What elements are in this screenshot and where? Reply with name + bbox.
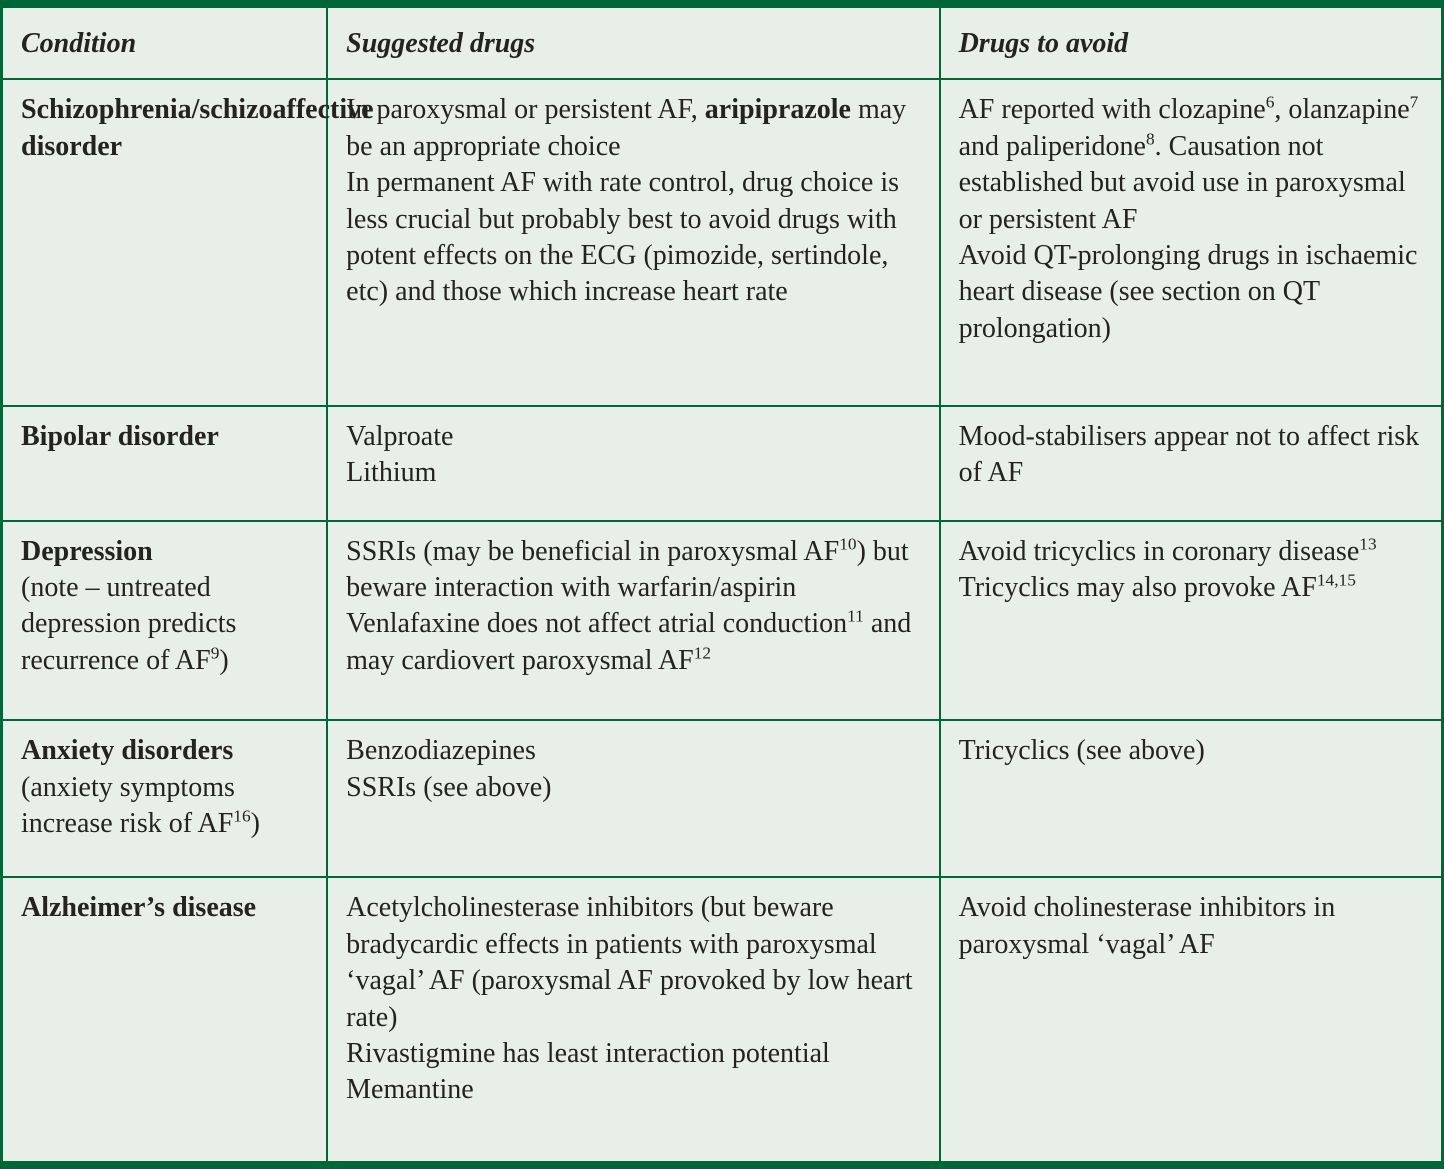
- cell-paragraph: [959, 534, 1421, 570]
- text-segment: Avoid QT-prolonging drugs in ischaemic heart disease (see section on QT prolongation): [958, 239, 1418, 344]
- text-segment: Anxiety disorders: [21, 735, 234, 767]
- text-segment: Avoid tricyclics in coronary disease: [958, 535, 1360, 567]
- table-row: [2, 406, 1443, 521]
- cell-paragraph: [21, 733, 306, 769]
- text-segment: In permanent AF with rate control, drug choice is less crucial but probably best to avoid drugs with potent effects on the ECG (pimozide, sertindole, etc) and those which increase heart rate: [346, 167, 900, 308]
- text-segment: and may cardiovert paroxysmal AF: [346, 608, 912, 676]
- text-segment: Mood-stabilisers appear not to affect risk of AF: [958, 420, 1420, 489]
- cell-paragraph: [346, 165, 918, 311]
- cell-paragraph: [346, 770, 918, 806]
- suggested-drugs-cell: [327, 406, 939, 521]
- text-segment: , olanzapine: [1274, 94, 1410, 126]
- cell-paragraph: [21, 570, 306, 679]
- text-segment: Acetylcholinesterase inhibitors (but beware bradycardic effects in patients with paroxysmal ‘vagal’ AF (paroxysmal AF provoked by low heart rate): [346, 892, 913, 1033]
- cell-paragraph: [959, 570, 1421, 606]
- drugs-to-avoid-cell: [940, 406, 1443, 521]
- text-segment: Lithium: [346, 457, 437, 489]
- cell-paragraph: [21, 419, 306, 455]
- table-row: [2, 521, 1443, 720]
- table-row: [2, 720, 1443, 877]
- text-segment: . Causation not established but avoid use in paroxysmal or persistent AF: [958, 130, 1406, 235]
- cell-paragraph: [346, 890, 918, 1036]
- drugs-to-avoid-cell: [940, 877, 1443, 1165]
- cell-paragraph: [346, 1036, 918, 1072]
- drugs-to-avoid-cell: [940, 521, 1443, 720]
- text-segment: Tricyclics (see above): [958, 735, 1205, 767]
- cell-paragraph: [21, 890, 306, 926]
- text-segment: Schizophrenia/schizoaffective disorder: [21, 94, 374, 162]
- reference-superscript: 11: [847, 607, 864, 627]
- text-segment: Bipolar disorder: [21, 420, 219, 452]
- cell-paragraph: [21, 534, 306, 570]
- reference-superscript: 6: [1265, 93, 1275, 113]
- text-segment: Tricyclics may also provoke AF: [958, 572, 1317, 604]
- text-segment: Benzodiazepines: [346, 735, 536, 767]
- suggested-drugs-cell: [327, 79, 939, 405]
- text-segment: Avoid cholinesterase inhibitors in paroxysmal ‘vagal’ AF: [958, 892, 1336, 960]
- drugs-to-avoid-cell: [940, 79, 1443, 405]
- text-segment: may be an appropriate choice: [346, 94, 907, 162]
- cell-paragraph: [959, 238, 1421, 347]
- cell-paragraph: [346, 733, 918, 769]
- reference-superscript: 8: [1145, 129, 1155, 149]
- reference-superscript: 10: [839, 534, 857, 554]
- cell-paragraph: [959, 733, 1421, 769]
- reference-superscript: 14,15: [1316, 570, 1356, 590]
- text-segment: aripiprazole: [704, 94, 851, 126]
- text-segment: Venlafaxine does not affect atrial conduction: [346, 608, 848, 640]
- text-segment: ) but beware interaction with warfarin/aspirin: [346, 535, 909, 604]
- cell-paragraph: [959, 419, 1421, 492]
- cell-paragraph: [346, 92, 918, 165]
- suggested-drugs-cell: [327, 720, 939, 877]
- reference-superscript: 13: [1359, 534, 1377, 554]
- cell-paragraph: [346, 1072, 918, 1108]
- cell-paragraph: [346, 606, 918, 679]
- drugs-to-avoid-cell: [940, 720, 1443, 877]
- condition-cell: [2, 720, 328, 877]
- cell-paragraph: [21, 92, 374, 165]
- condition-cell: [2, 79, 374, 405]
- suggested-drugs-cell: [327, 521, 939, 720]
- text-segment: (anxiety symptoms increase risk of AF: [21, 771, 235, 839]
- text-segment: Rivastigmine has least interaction potential: [346, 1037, 830, 1069]
- cell-paragraph: [21, 770, 306, 843]
- text-segment: Memantine: [346, 1074, 474, 1106]
- header-drugs-to-avoid: Drugs to avoid: [940, 4, 1443, 79]
- table-row: [2, 79, 1443, 405]
- reference-superscript: 16: [233, 806, 251, 826]
- reference-superscript: 9: [210, 643, 220, 663]
- text-segment: Alzheimer’s disease: [21, 892, 257, 924]
- cell-paragraph: [959, 890, 1421, 963]
- cell-paragraph: [346, 534, 918, 607]
- text-segment: SSRIs (see above): [346, 771, 552, 803]
- header-suggested-drugs: Suggested drugs: [327, 4, 939, 79]
- cell-paragraph: [346, 455, 918, 491]
- reference-superscript: 12: [693, 643, 712, 663]
- text-segment: AF reported with clozapine: [958, 94, 1266, 126]
- cell-paragraph: [346, 419, 918, 455]
- condition-cell: [2, 877, 328, 1165]
- table-row: [2, 877, 1443, 1165]
- text-segment: ): [219, 644, 229, 676]
- cell-paragraph: [959, 92, 1421, 238]
- header-condition: Condition: [2, 4, 328, 79]
- text-segment: Depression: [21, 535, 153, 567]
- table-body: [2, 79, 1443, 1165]
- condition-cell: [2, 406, 328, 521]
- text-segment: Valproate: [346, 420, 454, 452]
- condition-cell: [2, 521, 328, 720]
- suggested-drugs-cell: [327, 877, 939, 1165]
- text-segment: (note – untreated depression predicts recurrence of AF: [21, 572, 237, 676]
- text-segment: and paliperidone: [958, 130, 1146, 162]
- text-segment: ): [250, 807, 260, 839]
- header-row: [2, 4, 1443, 79]
- text-segment: SSRIs (may be beneficial in paroxysmal AF: [346, 535, 840, 567]
- text-segment: In paroxysmal or persistent AF,: [346, 94, 705, 126]
- reference-superscript: 7: [1409, 93, 1419, 113]
